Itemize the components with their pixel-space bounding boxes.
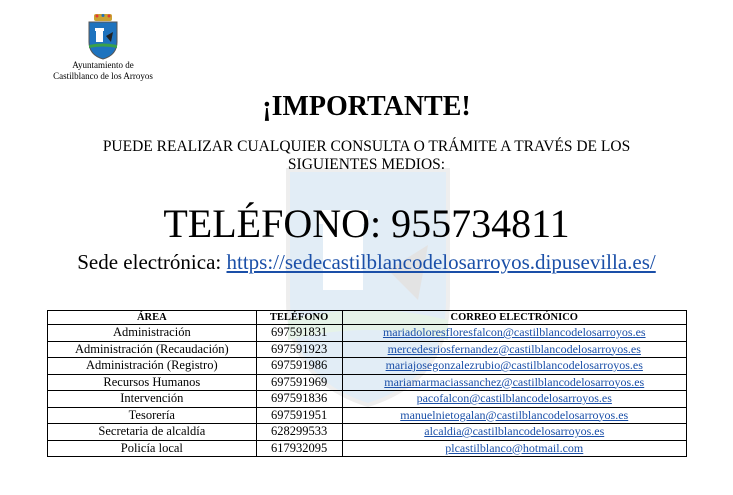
notice-subtitle xyxy=(60,138,673,174)
table-row xyxy=(48,440,687,457)
area-cell: Administración xyxy=(48,325,257,342)
sede-electronica xyxy=(0,248,733,276)
phone-cell: 697591969 xyxy=(256,374,342,391)
table-row xyxy=(48,391,687,408)
email-link[interactable]: plcastilblanco@hotmail.com xyxy=(445,440,584,455)
email-link[interactable]: mariajosegonzalezrubio@castilblancodelosarroyos.es xyxy=(385,358,643,372)
table-row xyxy=(48,407,687,424)
phone-cell: 628299533 xyxy=(256,424,342,441)
phone-cell: 697591923 xyxy=(256,341,342,358)
area-cell: Intervención xyxy=(48,391,257,408)
subtitle-line-2: SIGUIENTES MEDIOS: xyxy=(287,156,446,173)
area-cell: Tesorería xyxy=(48,407,257,424)
header-email: CORREO ELECTRÓNICO xyxy=(342,311,687,325)
email-cell xyxy=(342,325,687,342)
sede-link[interactable]: https://sedecastilblancodelosarroyos.dipusevilla.es/ xyxy=(226,250,656,274)
table-row xyxy=(48,358,687,375)
municipal-crest-logo xyxy=(86,14,120,60)
email-cell xyxy=(342,341,687,358)
phone-cell: 697591836 xyxy=(256,391,342,408)
contacts-table xyxy=(47,310,687,457)
email-link[interactable]: alcaldia@castilblancodelosarroyos.es xyxy=(424,424,605,438)
table-row xyxy=(48,341,687,358)
email-link[interactable]: mariadoloresfloresfalcon@castilblancodelosarroyos.es xyxy=(382,325,646,339)
org-line-2: Castilblanco de los Arroyos xyxy=(53,71,153,81)
phone-cell: 697591951 xyxy=(256,407,342,424)
subtitle-line-1: PUEDE REALIZAR CUALQUIER CONSULTA O TRÁMITE A TRAVÉS DE LOS xyxy=(102,138,631,155)
area-cell: Policía local xyxy=(48,440,257,457)
phone-cell: 697591831 xyxy=(256,325,342,342)
organization-name xyxy=(18,60,188,82)
notice-title: ¡IMPORTANTE! xyxy=(262,91,471,122)
email-cell xyxy=(342,374,687,391)
table-row xyxy=(48,374,687,391)
phone-cell: 617932095 xyxy=(256,440,342,457)
header-phone: TELÉFONO xyxy=(256,311,342,325)
email-cell xyxy=(342,440,687,457)
sede-label: Sede electrónica: xyxy=(77,250,222,274)
email-cell xyxy=(342,407,687,424)
email-link[interactable]: mercedesriosfernandez@castilblancodelosarroyos.es xyxy=(387,341,641,356)
header-area: ÁREA xyxy=(48,311,257,325)
table-header-row xyxy=(48,311,687,325)
email-link[interactable]: pacofalcon@castilblancodelosarroyos.es xyxy=(416,391,612,405)
email-link[interactable]: manuelnietogalan@castilblancodelosarroyos.es xyxy=(400,407,629,422)
phone-cell: 697591986 xyxy=(256,358,342,375)
area-cell: Secretaria de alcaldía xyxy=(48,424,257,441)
table-row xyxy=(48,325,687,342)
table-row xyxy=(48,424,687,441)
email-cell xyxy=(342,424,687,441)
email-cell xyxy=(342,358,687,375)
email-link[interactable]: mariamarmaciassanchez@castilblancodelosarroyos.es xyxy=(384,374,645,389)
area-cell: Recursos Humanos xyxy=(48,374,257,391)
area-cell: Administración (Recaudación) xyxy=(48,341,257,358)
area-cell: Administración (Registro) xyxy=(48,358,257,375)
main-phone: TELÉFONO: 955734811 xyxy=(163,201,570,246)
email-cell xyxy=(342,391,687,408)
org-line-1: Ayuntamiento de xyxy=(72,60,134,70)
